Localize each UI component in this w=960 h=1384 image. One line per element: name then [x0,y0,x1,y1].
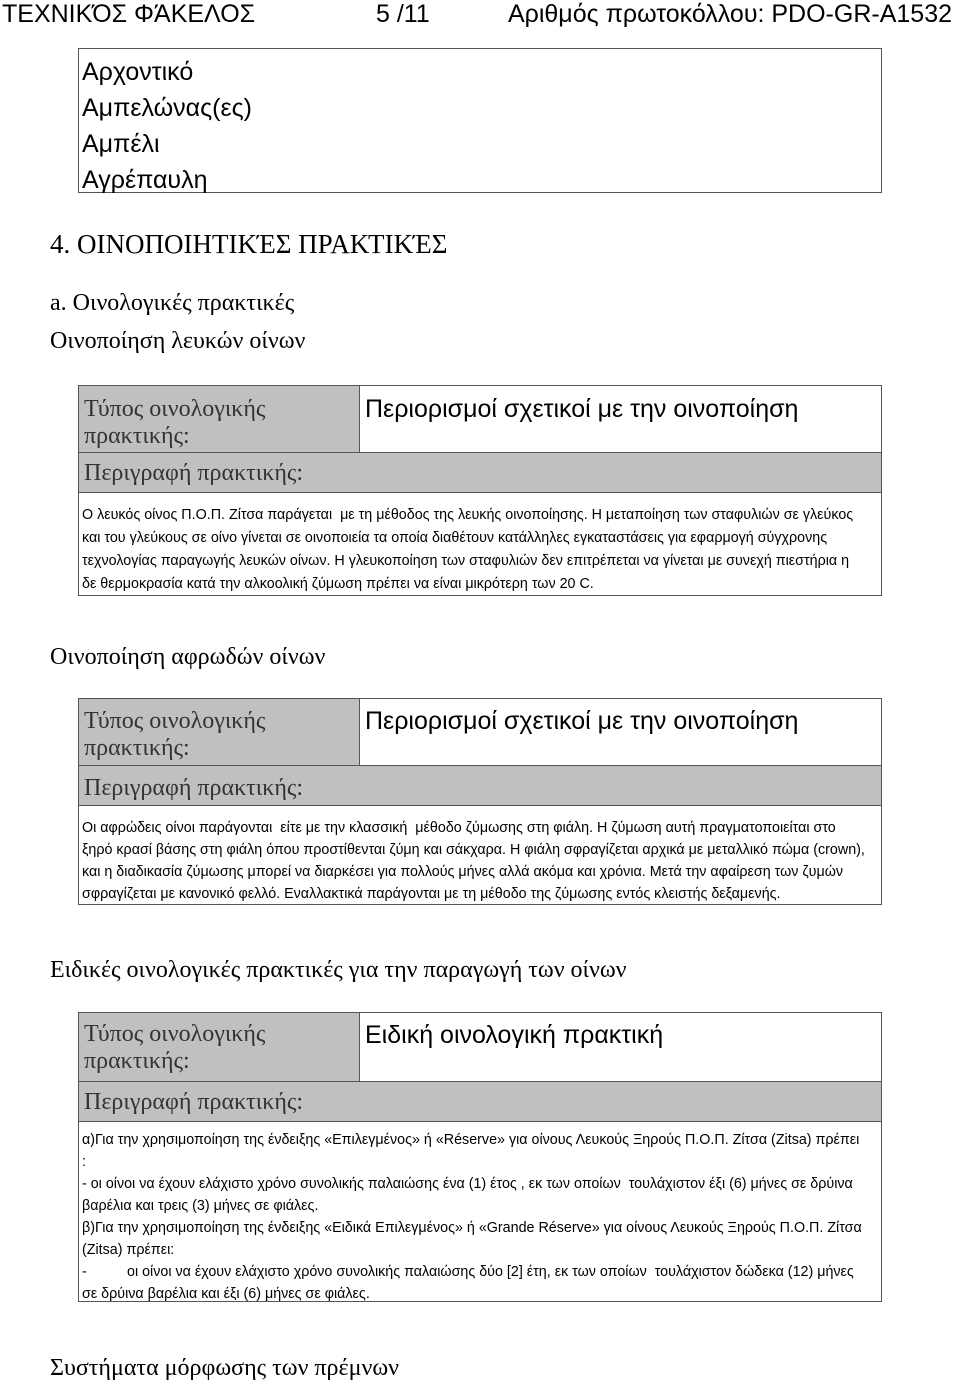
next-section-heading: Συστήματα μόρφωσης των πρέμνων [50,1355,399,1381]
practice-description-label: Περιγραφή πρακτικής: [79,1082,881,1122]
practice-type-label-line: Τύπος οινολογικής [84,708,266,734]
terms-box [78,48,882,193]
description-line: ξηρό κρασί βάσης στη φιάλη όπου προστίθενται ζύμη και σάκχαρα. Η φιάλη σφραγίζεται αρχικά με μεταλλικό πώμα (crown), [82,842,865,858]
block-heading-sparkling-wines: Οινοποίηση αφρωδών οίνων [50,644,326,670]
block-heading-white-wines: Οινοποίηση λευκών οίνων [50,328,306,354]
practice-type-row [79,1013,881,1082]
practice-table-special-practices [78,1012,882,1302]
description-line: και η διαδικασία ζύμωσης μπορεί να διαρκέσει για πολλούς μήνες αλλά ακόμα και χρόνια. Μετά την αφαίρεση των ζυμών [82,864,844,880]
practice-type-label-line: Τύπος οινολογικής [84,1021,266,1047]
block-heading-special-practices: Ειδικές οινολογικές πρακτικές για την παραγωγή των οίνων [50,957,627,983]
description-line: και του γλεύκους σε οίνο γίνεται σε οινοποιεία τα οποία διαθέτουν κατάλληλες εγκαταστάσεις για εφαρμογή σύγχρονης [82,530,828,546]
terms-box-item: Αρχοντικό [82,58,194,86]
subsection-heading: a. Οινολογικές πρακτικές [50,290,295,316]
description-line: α)Για την χρησιμοποίηση της ένδειξης «Επιλεγμένος» ή «Réserve» για οίνους Λευκούς Ξηρούς Π.Ο.Π. Ζίτσα (Zitsa) πρέπει [82,1132,860,1148]
header-document-title: ΤΕΧΝΙΚΌΣ ΦΆΚΕΛΟΣ [2,0,256,28]
practice-type-label-line: πρακτικής: [84,735,190,761]
description-line: βαρέλια και τρεις (3) μήνες σε φιάλες. [82,1198,319,1214]
practice-type-label [79,386,360,452]
description-line: Ο λευκός οίνος Π.Ο.Π. Ζίτσα παράγεται με τη μέθοδος της λευκής οινοποίησης. Η μεταποίηση των σταφυλιών σε γλεύκος [82,507,854,523]
description-line: (Zitsa) πρέπει: [82,1242,175,1258]
description-line: σφραγίζεται με κανονικό φελλό. Εναλλακτικά παράγονται με τη μέθοδο της ζύμωσης εντός κλειστής δεξαμενής. [82,886,781,902]
terms-box-item: Αμπέλι [82,130,160,158]
description-line: : [82,1154,86,1170]
practice-table-sparkling-wines [78,698,882,905]
practice-type-label [79,699,360,765]
practice-type-value: Ειδική οινολογική πρακτική [365,1021,664,1049]
description-line: - οι οίνοι να έχουν ελάχιστο χρόνο συνολικής παλαιώσης δύο [2] έτη, εκ των οποίων τουλάχιστον δώδεκα (12) μήνες [82,1264,854,1280]
practice-description [79,806,881,904]
practice-type-label-line: πρακτικής: [84,1048,190,1074]
description-line: Οι αφρώδεις οίνοι παράγονται είτε με την κλασσική μέθοδο ζύμωσης στη φιάλη. Η ζύμωση αυτή πραγματοποιείται στο [82,820,836,836]
practice-type-row [79,386,881,453]
practice-description [79,493,881,595]
header-page-number: 5 /11 [376,0,430,28]
description-line: β)Για την χρησιμοποίηση της ένδειξης «Ειδικά Επιλεγμένος» ή «Grande Réserve» για οίνους Λευκούς Ξηρούς Π.Ο.Π. Ζίτσα [82,1220,862,1236]
practice-type-label-line: πρακτικής: [84,423,190,449]
practice-type-value: Περιορισμοί σχετικοί με την οινοποίηση [365,395,799,423]
description-line: σε δρύινα βαρέλια και έξι (6) μήνες σε φιάλες. [82,1286,370,1302]
header-protocol-number: Αριθμός πρωτοκόλλου: PDO-GR-A1532 [507,0,952,28]
practice-type-row [79,699,881,766]
description-line: δε θερμοκρασία κατά την αλκοολική ζύμωση πρέπει να είναι μικρότερη των 20 C. [82,576,594,592]
section-heading: 4. ΟΙΝΟΠΟΙΗΤΙΚΈΣ ΠΡΑΚΤΙΚΈΣ [50,229,448,259]
terms-box-item: Αμπελώνας(ες) [82,94,252,122]
practice-description-label: Περιγραφή πρακτικής: [79,453,881,493]
description-line: τεχνολογίας παραγωγής λευκών οίνων. Η γλευκοποίηση των σταφυλιών δεν επιτρέπεται να γίνεται με συνεχή πιεστήρια η [82,553,850,569]
practice-type-label [79,1013,360,1081]
practice-type-label-line: Τύπος οινολογικής [84,396,266,422]
description-line: - οι οίνοι να έχουν ελάχιστο χρόνο συνολικής παλαιώσης ένα (1) έτος , εκ των οποίων τουλάχιστον έξι (6) μήνες σε δρύινα [82,1176,853,1192]
practice-table-white-wines [78,385,882,596]
practice-type-value: Περιορισμοί σχετικοί με την οινοποίηση [365,707,799,735]
practice-description-label: Περιγραφή πρακτικής: [79,766,881,806]
terms-box-item: Αγρέπαυλη [82,166,208,194]
practice-description [79,1122,881,1301]
